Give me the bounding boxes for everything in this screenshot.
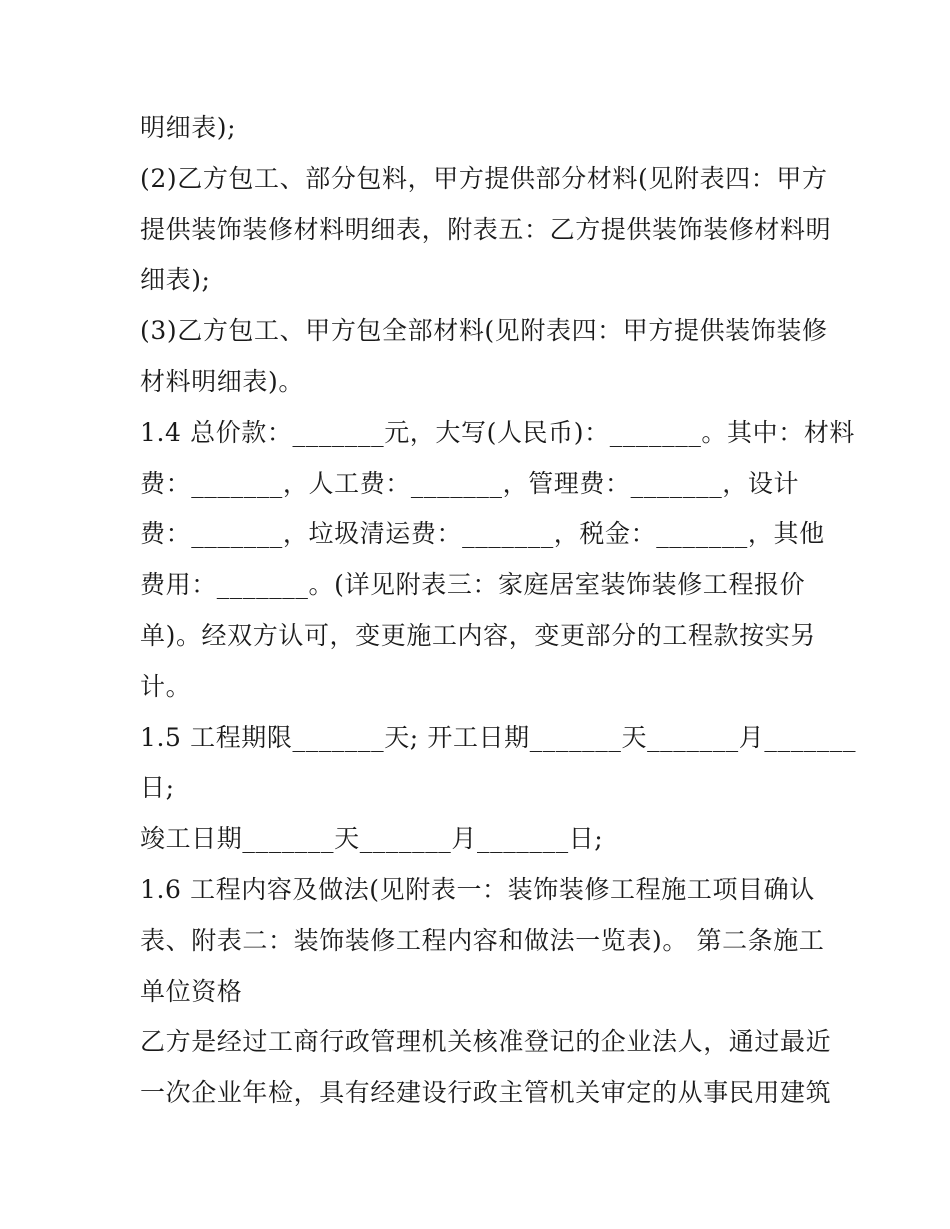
text-line-18: 单位资格 [140, 976, 243, 1006]
text-line-2: (2)乙方包工、部分包料，甲方提供部分材料(见附表四：甲方 [140, 163, 828, 193]
text-line-17: 表、附表二：装饰装修工程内容和做法一览表)。 第二条施工 [140, 925, 825, 955]
text-line-1: 明细表); [140, 113, 237, 142]
text-line-6: 材料明细表)。 [140, 366, 304, 396]
text-line-13: 1.5 工程期限_______天; 开工日期_______天_______月_______ [140, 722, 857, 752]
text-line-4: 细表); [140, 265, 211, 295]
text-line-19: 乙方是经过工商行政管理机关核准登记的企业法人，通过最近 [140, 1027, 832, 1057]
text-line-7: 1.4 总价款：_______元，大写(人民币)：_______。其中：材料 [140, 417, 856, 447]
text-line-9: 费：_______，垃圾清运费：_______，税金：_______，其他 [140, 519, 825, 549]
text-line-10: 费用：_______。(详见附表三：家庭居室装饰装修工程报价 [140, 570, 806, 600]
text-line-8: 费：_______，人工费：_______，管理费：_______，设计 [140, 468, 800, 498]
text-line-12: 计。 [140, 671, 192, 701]
text-line-20: 一次企业年检，具有经建设行政主管机关审定的从事民用建筑 [140, 1078, 832, 1108]
text-line-14: 日; [140, 773, 175, 803]
text-line-11: 单)。经双方认可，变更施工内容，变更部分的工程款按实另 [140, 620, 816, 650]
text-line-5: (3)乙方包工、甲方包全部材料(见附表四：甲方提供装饰装修 [140, 316, 828, 346]
text-line-15: 竣工日期_______天_______月_______日; [140, 824, 604, 854]
contract-body [140, 103, 857, 1119]
text-line-16: 1.6 工程内容及做法(见附表一：装饰装修工程施工项目确认 [140, 874, 815, 904]
text-line-3: 提供装饰装修材料明细表，附表五：乙方提供装饰装修材料明 [140, 214, 832, 244]
